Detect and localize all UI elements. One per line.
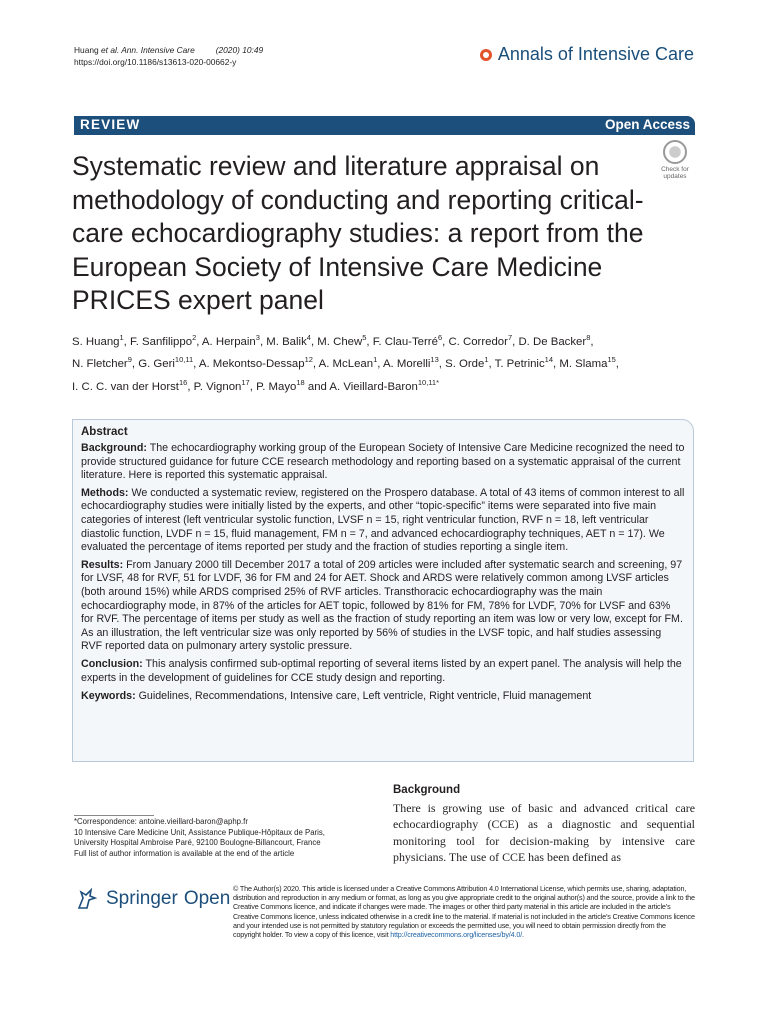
header-author: Huang	[74, 45, 102, 55]
affiliation-line: University Hospital Ambroise Paré, 92100 Boulogne-Billancourt, France	[74, 838, 321, 847]
correspondence-note	[74, 817, 374, 859]
correspondence-email[interactable]: *Correspondence: antoine.vieillard-baron@aphp.fr	[74, 817, 248, 826]
section-text: The echocardiography working group of the European Society of Intensive Care Medicine recognized the need to provide structured guidance for future CCE research methodology and reporting based on a systematic appraisal of the current literature. Here is reported this systematic appraisal.	[81, 442, 685, 482]
abstract-methods	[81, 487, 685, 555]
open-access-label: Open Access	[604, 117, 690, 132]
keywords-text: Guidelines, Recommendations, Intensive care, Left ventricle, Right ventricle, Fluid management	[135, 690, 592, 703]
section-text: We conducted a systematic review, registered on the Prospero database. A total of 43 items of common interest to all echocardiography studies were initially listed by the experts, and other “topic-specific” items were separated into five main categories of interest (left ventricular systolic function, LVSF n = 15, right ventricular function, RVF n = 18, left ventricular diastolic function, LVDF n = 15, fluid management, FM n = 7, and advanced echocardiography techniques, AET n = 17). We evaluated the percentage of items reported per study and the fraction of studies reporting a single item.	[81, 486, 685, 554]
author-line: N. Fletcher$^9$, G. Geri$^{10,11}$, A. Mekontso-Dessap$^{12}$, A. McLean$^1$, A. Morelli$^{13}$, S. Orde$^1$, T. Petrinic$^{14}$, M. Slama$^{15}$,	[72, 355, 619, 371]
header-doi[interactable]: https://doi.org/10.1186/s13613-020-00662-y	[74, 57, 237, 67]
header-journal: et al. Ann. Intensive Care	[101, 45, 195, 55]
author-info-note: Full list of author information is available at the end of the article	[74, 848, 295, 858]
author-list	[72, 329, 702, 396]
author-line: S. Huang$^1$, F. Sanfilippo$^2$, A. Herpain$^3$, M. Balik$^4$, M. Chew$^5$, F. Clau-Terré$^6$, C. Corredor$^7$, D. De Backer$^8$,	[72, 333, 594, 348]
section-text: This analysis confirmed sub-optimal reporting of several items listed by an expert panel. The analysis will help the experts in the development of guidelines for CCE study design and reporting.	[81, 657, 682, 684]
springer-open-logo	[74, 886, 230, 912]
keywords	[81, 689, 685, 703]
header-year: (2020) 10:49	[215, 45, 264, 55]
abstract-box	[72, 419, 694, 762]
author-line: I. C. C. van der Horst$^{16}$, P. Vignon$^{17}$, P. Mayo$^{18}$ and A. Vieillard-Baron$^{10,11*}$	[72, 377, 439, 393]
article-type-label: REVIEW	[80, 117, 141, 132]
running-header	[74, 44, 263, 68]
open-word: Open	[183, 888, 231, 909]
section-label: Conclusion:	[81, 657, 143, 670]
license-link[interactable]: http://creativecommons.org/licenses/by/4.0/	[390, 930, 523, 940]
journal-logo-icon	[480, 49, 492, 61]
check-updates-icon	[663, 140, 687, 164]
section-text: From January 2000 till December 2017 a total of 209 articles were included after systematic search and screening, 97 for LVSF, 48 for RVF, 51 for LVDF, 36 for FM and 24 for AET. Shock and ARDS were relatively common among LVSF articles (both around 15%) while ARDS comprised 25% of RVF articles. Transthoracic echocardiography was the main echocardiography mode, in 87% of the articles for AET topic, followed by 81% for FM, 78% for LVDF, 70% for LVSF and 63% for RVF. The percentage of items per study as well as the fraction of study reporting an item was low or very low, except for FM. As an illustration, the left ventricular size was only reported by 56% of studies in the LVSF topic, and half studies assessing RVF reported data on pulmonary artery systolic pressure.	[81, 558, 683, 653]
check-for-updates-badge[interactable]	[655, 140, 695, 178]
badge-line2: updates	[663, 173, 687, 180]
abstract-results	[81, 559, 685, 654]
abstract-heading: Abstract	[81, 426, 128, 438]
springer-word: Springer	[106, 888, 178, 909]
affiliation-line: 10 Intensive Care Medicine Unit, Assistance Publique-Hôpitaux de Paris,	[74, 827, 325, 837]
springer-horse-icon	[74, 886, 100, 912]
keywords-label: Keywords:	[81, 690, 136, 703]
article-type-bar	[74, 116, 695, 135]
badge-line1: Check for	[661, 166, 689, 173]
section-label: Results:	[81, 558, 124, 571]
journal-name: Annals of Intensive Care	[497, 44, 694, 64]
abstract-background	[81, 442, 685, 483]
journal-brand	[480, 44, 694, 65]
footnote-divider	[74, 815, 154, 816]
abstract-conclusion	[81, 658, 685, 685]
section-label: Methods:	[81, 486, 129, 499]
section-label: Background:	[81, 442, 147, 454]
article-title: Systematic review and literature appraisal on methodology of conducting and reporting critical-care echocardiography studies: a report from the European Society of Intensive Care Medicine PRICES expert panel	[72, 151, 644, 315]
body-heading: Background	[393, 784, 461, 796]
body-paragraph: There is growing use of basic and advanced critical care echocardiography (CCE) as a diagnostic and sequential monitoring tool for decision-making by intensive care physicians. The use of CCE has been defined as	[393, 801, 695, 864]
license-text	[233, 884, 695, 939]
license-end: .	[522, 930, 524, 940]
license-body: © The Author(s) 2020. This article is licensed under a Creative Commons Attribution 4.0 International License, which permits use, sharing, adaptation, distribution and reproduction in any medium or format, as long as you give appropriate credit to the original author(s) and the source, provide a link to the Creative Commons licence, and indicate if changes were made. The images or other third party material in this article are included in the article’s Creative Commons licence, unless indicated otherwise in a credit line to the material. If material is not included in the article’s Creative Commons licence and your intended use is not permitted by statutory regulation or exceeds the permitted use, you will need to obtain permission directly from the copyright holder. To view a copy of this licence, visit	[233, 884, 695, 940]
